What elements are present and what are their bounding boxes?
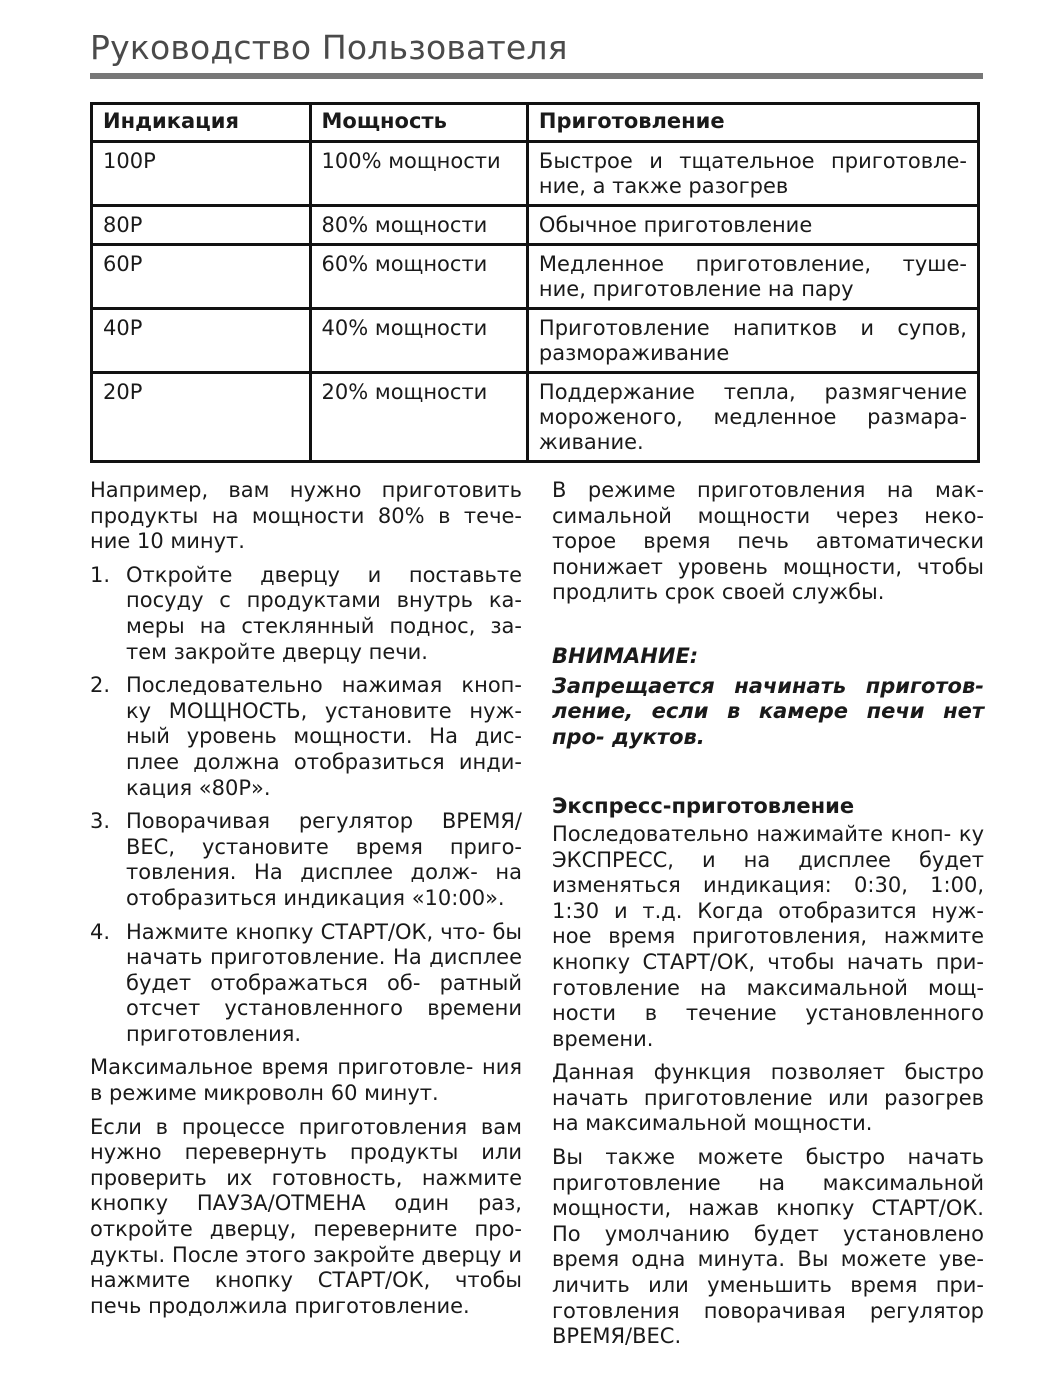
header-indication: Индикация bbox=[92, 104, 311, 142]
power-levels-table bbox=[90, 102, 980, 463]
express-paragraph-1: Последовательно нажимайте кноп- ку ЭКСПРЕСС, и на дисплее будет изменяться индикация: 0:30, 1:00, 1:30 и т.д. Когда отобразится нуж- ное время приготовления, нажмите кнопку СТАРТ/ОК, чтобы начать при- готовление на максимальной мощ- ности в течение установленного времени. bbox=[552, 821, 984, 1051]
cell-cooking: Поддержание тепла, размягчение мороженого, медленное размара- живание. bbox=[527, 373, 978, 462]
cell-indication: 100P bbox=[92, 142, 311, 206]
table-header-row bbox=[92, 104, 979, 142]
intro-paragraph: Например, вам нужно приготовить продукты на мощности 80% в тече- ние 10 минут. bbox=[90, 478, 522, 554]
step-text: Откройте дверцу и поставьте посуду с продуктами внутрь ка- меры на стеклянный поднос, за- тем закройте дверцу печи. bbox=[126, 562, 522, 664]
left-column bbox=[90, 478, 522, 1327]
steps-list bbox=[90, 563, 522, 1048]
cell-indication: 40P bbox=[92, 309, 311, 373]
list-item bbox=[90, 809, 522, 911]
cell-power: 80% мощности bbox=[310, 206, 527, 245]
page-title: Руководство Пользователя bbox=[90, 28, 568, 67]
right-column bbox=[552, 478, 984, 1358]
page-header bbox=[90, 28, 983, 68]
table-row bbox=[92, 373, 979, 462]
cell-cooking: Быстрое и тщательное приготовле- ние, а также разогрев bbox=[527, 142, 978, 206]
warning-text: Запрещается начинать приготов- ление, если в камере печи нет про- дуктов. bbox=[552, 673, 984, 749]
cell-power: 60% мощности bbox=[310, 245, 527, 309]
header-power: Мощность bbox=[310, 104, 527, 142]
cell-indication: 20P bbox=[92, 373, 311, 462]
cell-power: 20% мощности bbox=[310, 373, 527, 462]
step-number: 3. bbox=[90, 809, 111, 834]
max-time-paragraph: Максимальное время приготовле- ния в режиме микроволн 60 минут. bbox=[90, 1055, 522, 1106]
step-number: 4. bbox=[90, 919, 111, 944]
step-text: Нажмите кнопку СТАРТ/ОК, что- бы начать приготовление. На дисплее будет отображаться об- ратный отсчет установленного времени приготовления. bbox=[126, 919, 522, 1046]
step-number: 2. bbox=[90, 673, 111, 698]
step-text: Последовательно нажимая кноп- ку МОЩНОСТЬ, установите нуж- ный уровень мощности. На дис- плее должна отобразиться инди- кация «80P». bbox=[126, 673, 522, 800]
table-row bbox=[92, 245, 979, 309]
step-number: 1. bbox=[90, 562, 111, 587]
max-power-note: В режиме приготовления на мак- симальной мощности через неко- торое время печь автоматически понижает уровень мощности, чтобы продлить срок своей службы. bbox=[552, 478, 984, 605]
header-cooking: Приготовление bbox=[527, 104, 978, 142]
table-row bbox=[92, 142, 979, 206]
table-row bbox=[92, 309, 979, 373]
cell-cooking: Обычное приготовление bbox=[527, 206, 978, 245]
express-paragraph-2: Данная функция позволяет быстро начать приготовление или разогрев на максимальной мощности. bbox=[552, 1060, 984, 1136]
header-divider bbox=[90, 73, 983, 79]
list-item bbox=[90, 920, 522, 1048]
cell-power: 40% мощности bbox=[310, 309, 527, 373]
list-item bbox=[90, 673, 522, 801]
cell-cooking: Приготовление напитков и супов, размораживание bbox=[527, 309, 978, 373]
turn-over-paragraph: Если в процессе приготовления вам нужно перевернуть продукты или проверить их готовность, нажмите кнопку ПАУЗА/ОТМЕНА один раз, откройте дверцу, переверните про- дукты. После этого закройте дверцу и нажмите кнопку СТАРТ/ОК, чтобы печь продолжила приготовление. bbox=[90, 1114, 522, 1318]
table-row bbox=[92, 206, 979, 245]
warning-title: ВНИМАНИЕ: bbox=[552, 643, 699, 668]
step-text: Поворачивая регулятор ВРЕМЯ/ ВЕС, установите время приго- товления. На дисплее долж- на отобразиться индикация «10:00». bbox=[126, 809, 522, 910]
cell-indication: 60P bbox=[92, 245, 311, 309]
list-item bbox=[90, 563, 522, 665]
cell-cooking: Медленное приготовление, туше- ние, приготовление на пару bbox=[527, 245, 978, 309]
express-section-title: Экспресс-приготовление bbox=[552, 794, 855, 819]
cell-indication: 80P bbox=[92, 206, 311, 245]
cell-power: 100% мощности bbox=[310, 142, 527, 206]
express-paragraph-3: Вы также можете быстро начать приготовление на максимальной мощности, нажав кнопку СТАРТ/ОК. По умолчанию будет установлено время одна минута. Вы можете уве- личить или уменьшить время при- готовления поворачивая регулятор ВРЕМЯ/ВЕС. bbox=[552, 1145, 984, 1349]
